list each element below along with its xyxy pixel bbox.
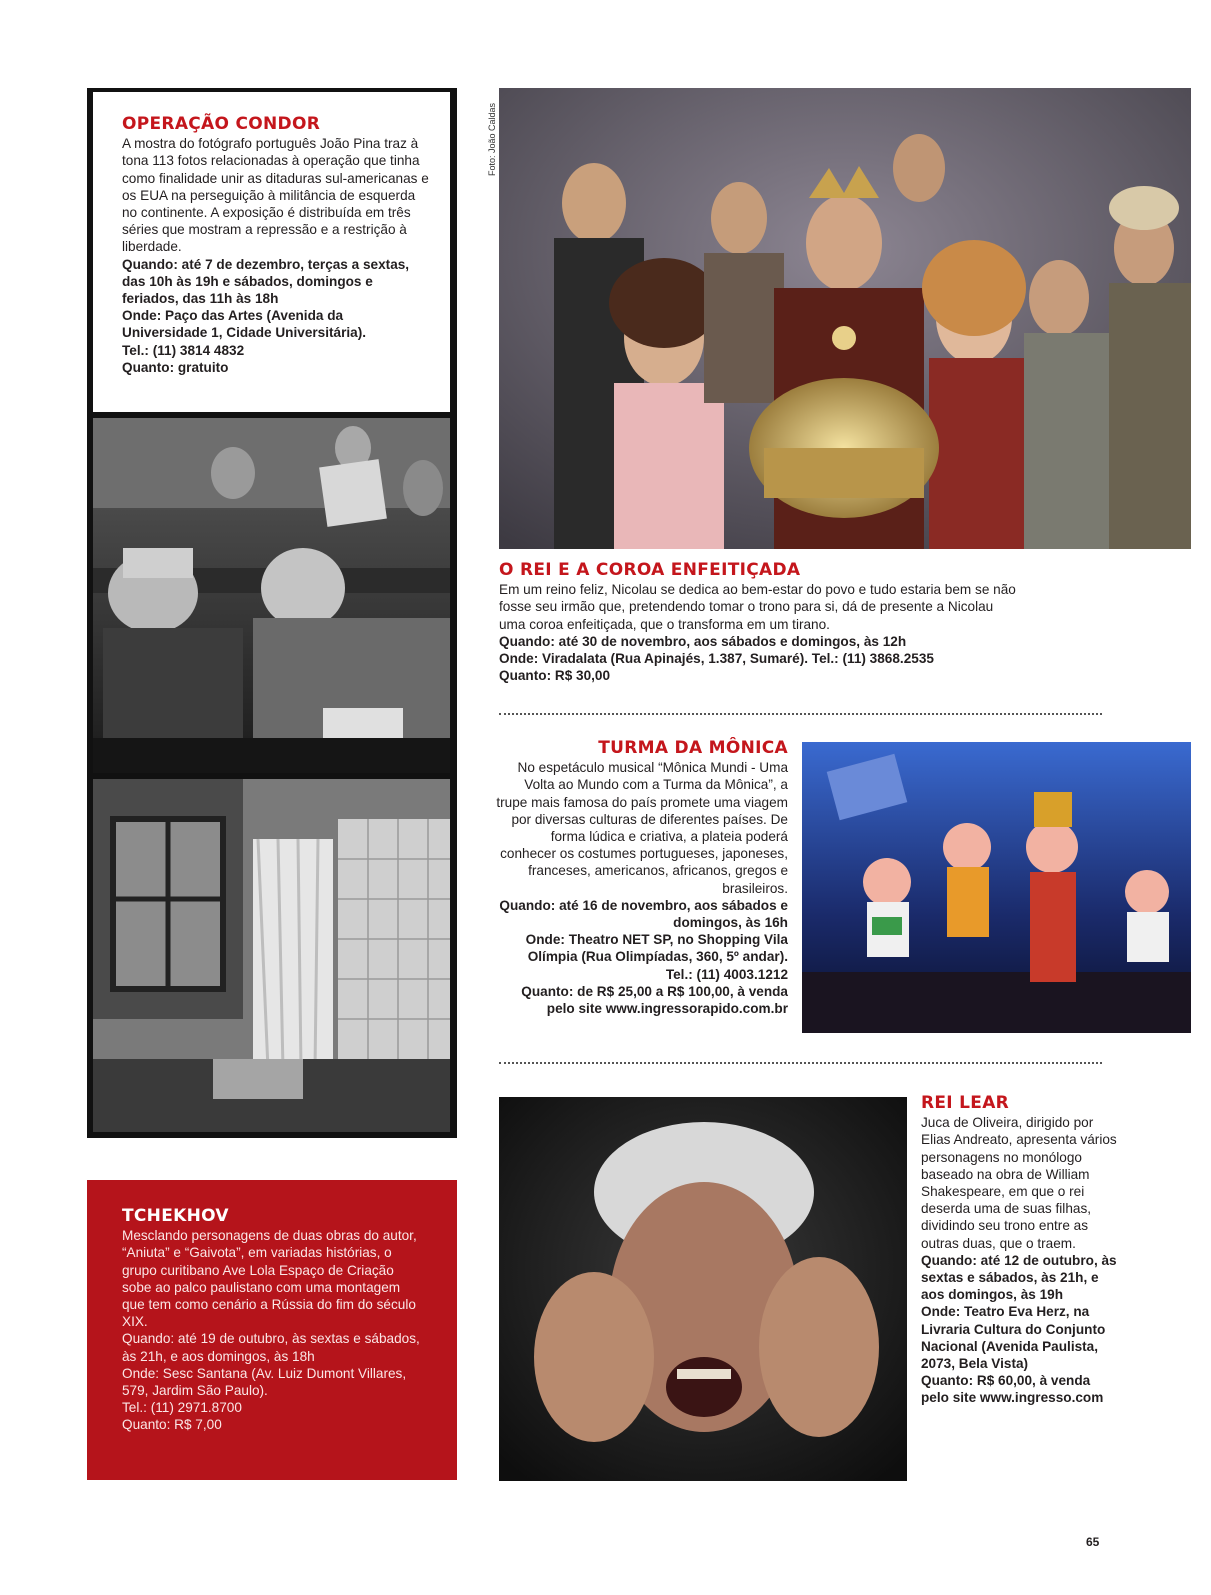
rei-lear-photo (499, 1097, 907, 1481)
condor-when: Quando: até 7 de dezembro, terças a sextas, das 10h às 19h e sábados, domingos e feriados, das 11h às 18h (122, 256, 410, 307)
monica-stage-photo (802, 742, 1191, 1033)
monica-when: Quando: até 16 de novembro, aos sábados e domingos, às 16h (499, 897, 788, 931)
dotted-divider (499, 1062, 1102, 1064)
rei-coroa-when: Quando: até 30 de novembro, aos sábados e domingos, às 12h (499, 633, 907, 649)
monica-article (492, 740, 788, 1017)
condor-article (122, 116, 432, 376)
rei-lear-article (921, 1095, 1121, 1407)
monica-phone: Tel.: (11) 4003.1212 (665, 966, 788, 982)
monica-where: Onde: Theatro NET SP, no Shopping Vila Olímpia (Rua Olimpíadas, 360, 5º andar). (525, 932, 788, 965)
rei-lear-when: Quando: até 12 de outubro, às sextas e sábados, às 21h, e aos domingos, às 19h (921, 1252, 1117, 1303)
courtroom-photo (93, 418, 450, 773)
tchekhov-title: TCHEKHOV (122, 1206, 229, 1226)
photo-credit: Foto: João Caldas (487, 102, 497, 176)
dotted-divider (499, 713, 1102, 715)
condor-title: OPERAÇÃO CONDOR (122, 114, 321, 134)
rei-lear-description: Juca de Oliveira, dirigido por Elias Andreato, apresenta vários personagens no monólogo baseado na obra de William Shakespeare, em que o rei deserda uma de suas filhas, dividindo seu trono entre as outras duas, que o traem. (921, 1115, 1117, 1251)
tchekhov-where: Onde: Sesc Santana (Av. Luiz Dumont Villares, 579, Jardim São Paulo). (122, 1365, 407, 1399)
rei-lear-title: REI LEAR (921, 1093, 1010, 1113)
shower-photo (93, 779, 450, 1132)
tchekhov-phone: Tel.: (11) 2971.8700 (122, 1400, 242, 1416)
monica-title: TURMA DA MÔNICA (598, 738, 788, 758)
condor-price: Quanto: gratuito (122, 359, 229, 375)
monica-description: No espetáculo musical “Mônica Mundi - Uma Volta ao Mundo com a Turma da Mônica”, a trupe mais famosa do país promete uma viagem por diversas culturas de diferentes países. De forma lúdica e criativa, a plateia poderá conhecer os costumes portugueses, japoneses, franceses, americanos, africanos, gregos e brasileiros. (496, 760, 788, 896)
rei-coroa-cast-photo (499, 88, 1191, 549)
tchekhov-price: Quanto: R$ 7,00 (122, 1417, 222, 1433)
rei-coroa-title: O REI E A COROA ENFEITIÇADA (499, 560, 801, 580)
condor-where: Onde: Paço das Artes (Avenida da Universidade 1, Cidade Universitária). (122, 308, 367, 341)
rei-lear-where: Onde: Teatro Eva Herz, na Livraria Cultura do Conjunto Nacional (Avenida Paulista, 2073, Bela Vista) (921, 1304, 1106, 1372)
monica-price: Quanto: de R$ 25,00 a R$ 100,00, à venda pelo site www.ingressorapido.com.br (521, 983, 788, 1017)
page-number: 65 (1086, 1535, 1100, 1549)
rei-lear-price: Quanto: R$ 60,00, à venda pelo site www.ingresso.com (921, 1373, 1104, 1406)
rei-coroa-description: Em um reino feliz, Nicolau se dedica ao bem-estar do povo e tudo estaria bem se não fosse seu irmão que, pretendendo tomar o trono para si, dá de presente a Nicolau uma coroa enfeitiçada, que o transforma em um tirano. (499, 582, 1016, 632)
rei-coroa-where: Onde: Viradalata (Rua Apinajés, 1.387, Sumaré). Tel.: (11) 3868.2535 (499, 651, 934, 667)
tchekhov-article (122, 1208, 422, 1434)
rei-coroa-price: Quanto: R$ 30,00 (499, 668, 611, 684)
condor-phone: Tel.: (11) 3814 4832 (122, 342, 245, 358)
condor-description: A mostra do fotógrafo português João Pina traz à tona 113 fotos relacionadas à operação que tinha como finalidade unir as ditaduras sul-americanas e os EUA na perseguição à militância de esquerda no continente. A exposição é distribuída em três séries que mostram a repressão e a restrição à liberdade. (122, 136, 429, 255)
tchekhov-description: Mesclando personagens de duas obras do autor, “Aniuta” e “Gaivota”, em variadas histórias, o grupo curitibano Ave Lola Espaço de Criação sobe ao palco paulistano com uma montagem que tem como cenário a Rússia do fim do século XIX. (122, 1228, 417, 1330)
tchekhov-when: Quando: até 19 de outubro, às sextas e sábados, às 21h, e aos domingos, às 18h (122, 1331, 420, 1364)
rei-coroa-article (499, 562, 1019, 684)
